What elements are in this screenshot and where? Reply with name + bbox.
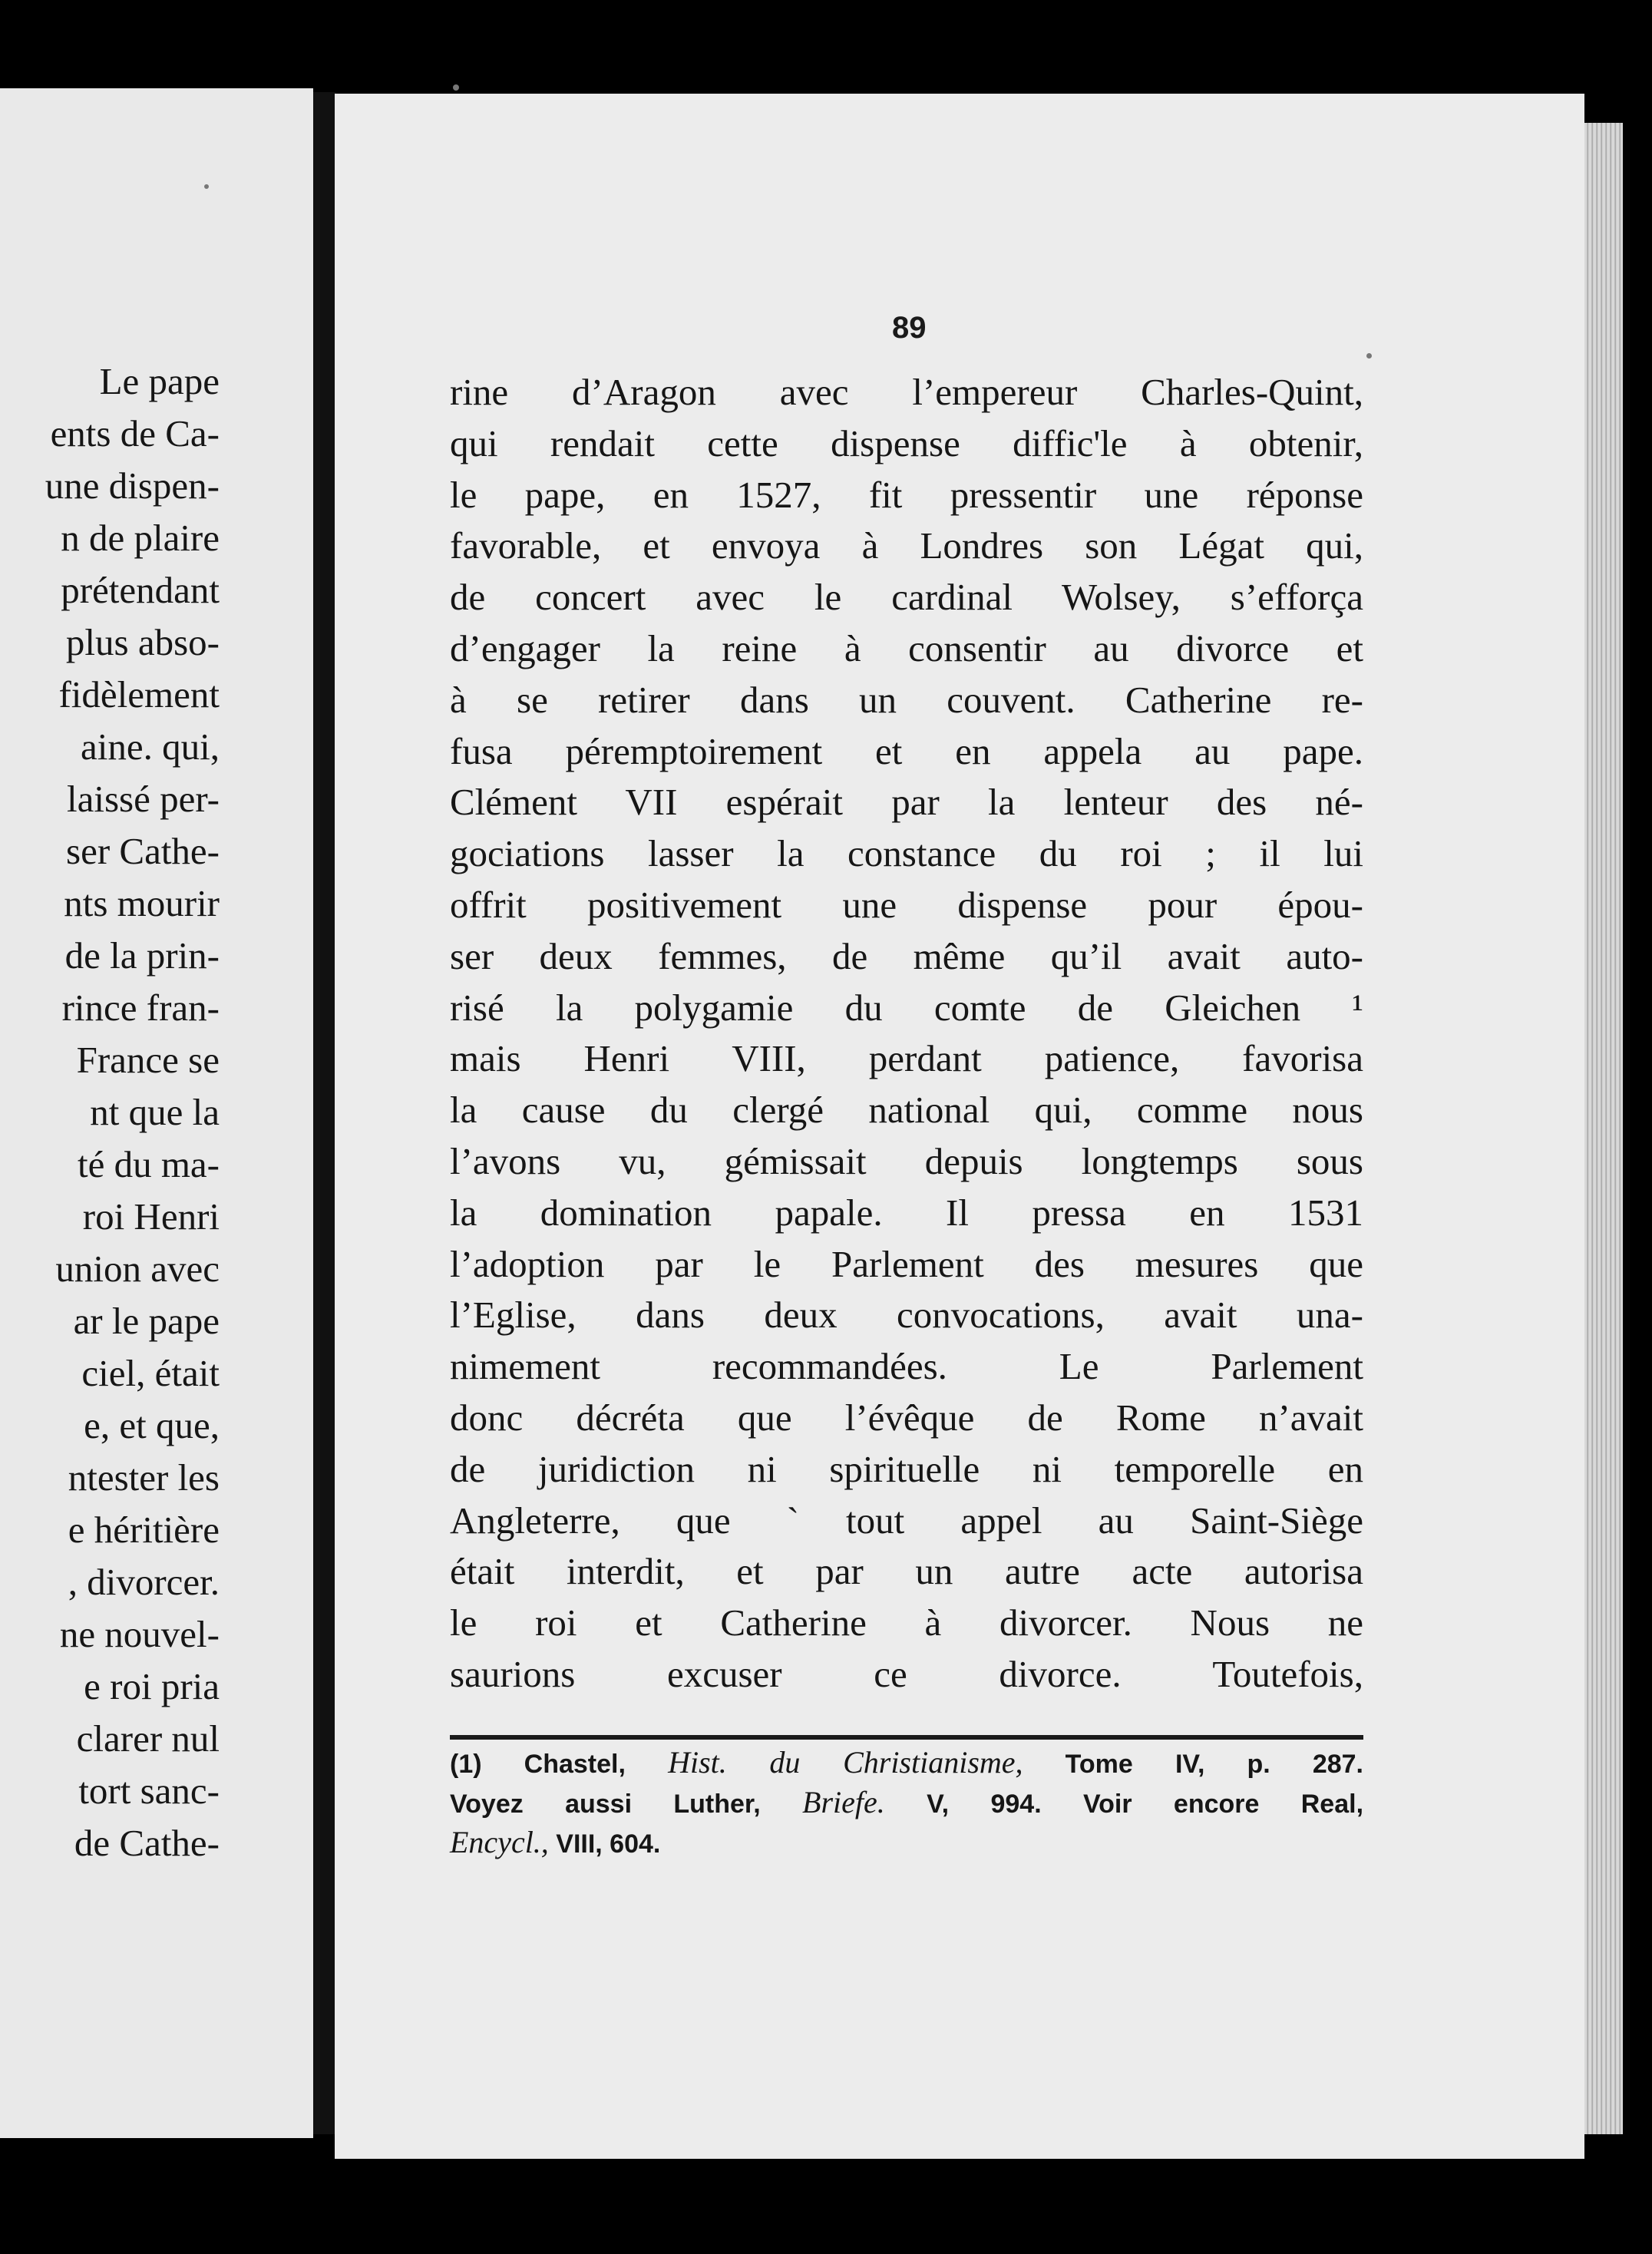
left-page-line: ser Cathe- xyxy=(66,830,220,872)
page-gutter xyxy=(313,92,336,2134)
left-page-line: té du ma- xyxy=(77,1143,220,1185)
text-line: ser deux femmes, de même qu’il avait auto- xyxy=(450,934,1363,977)
footnote-reference: VIII, 604. xyxy=(556,1829,661,1859)
text-line: qui rendait cette dispense diffic'le à obtenir, xyxy=(450,421,1363,464)
text-line: de juridiction ni spirituelle ni temporelle en xyxy=(450,1447,1363,1490)
text-line: à se retirer dans un couvent. Catherine re- xyxy=(450,678,1363,721)
left-page-line: tort sanc- xyxy=(78,1770,220,1812)
footnote-rule xyxy=(450,1735,1363,1740)
footnote-reference: V, 994. xyxy=(927,1790,1042,1819)
text-line: favorable, et envoya à Londres son Légat qui, xyxy=(450,524,1363,567)
footnote-reference: Voir encore Real, xyxy=(1082,1790,1364,1819)
left-page-line: ents de Ca- xyxy=(50,412,220,454)
left-page-line: e roi pria xyxy=(84,1665,220,1707)
footnote-author: (1) Chastel, xyxy=(450,1750,626,1779)
footnote-line-2 xyxy=(450,1783,1363,1823)
footnote-line-1 xyxy=(450,1743,1363,1783)
left-page-line: roi Henri xyxy=(82,1195,220,1238)
footnote-line-3 xyxy=(450,1823,1363,1862)
left-page-line: plus abso- xyxy=(65,621,220,663)
page-body-text xyxy=(450,367,1363,1700)
footnote-title: Briefe. xyxy=(802,1785,885,1819)
text-line: offrit positivement une dispense pour épou- xyxy=(450,883,1363,926)
footnote-title: Encycl., xyxy=(450,1825,549,1859)
page-number: 89 xyxy=(892,311,927,345)
left-page-line: aine. qui, xyxy=(81,725,220,768)
text-line: le pape, en 1527, fit pressentir une réponse xyxy=(450,473,1363,516)
footnote xyxy=(450,1743,1363,1862)
left-page xyxy=(0,88,313,2138)
left-page-line: de la prin- xyxy=(64,934,220,977)
text-line: Angleterre, que ˋtout appel au Saint-Siège xyxy=(450,1499,1363,1542)
left-page-line: une dispen- xyxy=(45,464,220,507)
left-page-line: de Cathe- xyxy=(74,1822,220,1864)
left-page-line: ar le pape xyxy=(73,1300,220,1342)
text-line: fusa péremptoirement et en appela au pape. xyxy=(450,729,1363,772)
footnote-title: Hist. du Christianisme, xyxy=(668,1745,1023,1780)
dust-speck xyxy=(1366,353,1372,359)
text-line: mais Henri VIII, perdant patience, favorisa xyxy=(450,1037,1363,1080)
left-page-line: n de plaire xyxy=(61,517,220,559)
left-page-line: , divorcer. xyxy=(68,1561,220,1603)
left-page-line: fidèlement xyxy=(58,673,220,716)
left-page-line: ciel, était xyxy=(81,1352,220,1394)
page-edges xyxy=(1584,123,1623,2134)
left-page-line: laissé per- xyxy=(66,778,220,820)
left-page-text xyxy=(0,355,220,1869)
text-line: saurions excuser ce divorce. Toutefois, xyxy=(450,1652,1363,1695)
text-line: nimement recommandées. Le Parlement xyxy=(450,1345,1363,1388)
left-page-line: France se xyxy=(76,1039,220,1081)
left-page-line: nts mourir xyxy=(64,882,220,924)
left-page-line: prétendant xyxy=(61,569,220,611)
footnote-author: Voyez aussi Luther, xyxy=(450,1790,761,1819)
text-line: la cause du clergé national qui, comme nous xyxy=(450,1089,1363,1132)
footnote-reference: Tome IV, p. 287. xyxy=(1065,1750,1364,1779)
text-line: gociations lasser la constance du roi ; il lui xyxy=(450,832,1363,875)
text-line: risé la polygamie du comte de Gleichen ¹ xyxy=(450,986,1363,1029)
text-line: l’avons vu, gémissait depuis longtemps sous xyxy=(450,1139,1363,1182)
text-line: d’engager la reine à consentir au divorce et xyxy=(450,626,1363,669)
text-line: l’Eglise, dans deux convocations, avait una- xyxy=(450,1294,1363,1337)
dust-speck xyxy=(204,184,209,189)
text-line: le roi et Catherine à divorcer. Nous ne xyxy=(450,1601,1363,1644)
left-page-line: Le pape xyxy=(99,360,220,402)
text-line: la domination papale. Il pressa en 1531 xyxy=(450,1191,1363,1234)
dust-speck xyxy=(453,84,459,91)
text-line: donc décréta que l’évêque de Rome n’avait xyxy=(450,1396,1363,1439)
left-page-line: ntester les xyxy=(68,1456,220,1499)
left-page-line: union avec xyxy=(55,1248,220,1290)
left-page-line: rince fran- xyxy=(61,987,220,1029)
left-page-line: e, et que, xyxy=(84,1404,220,1446)
text-line: l’adoption par le Parlement des mesures que xyxy=(450,1242,1363,1285)
text-line: rine d’Aragon avec l’empereur Charles-Quint, xyxy=(450,371,1363,413)
left-page-line: nt que la xyxy=(90,1091,220,1133)
left-page-line: ne nouvel- xyxy=(59,1613,220,1655)
left-page-line: e héritière xyxy=(68,1509,220,1551)
text-line: était interdit, et par un autre acte autorisa xyxy=(450,1550,1363,1593)
left-page-line: clarer nul xyxy=(76,1717,220,1760)
text-line: de concert avec le cardinal Wolsey, s’efforça xyxy=(450,576,1363,619)
text-line: Clément VII espérait par la lenteur des né- xyxy=(450,781,1363,824)
